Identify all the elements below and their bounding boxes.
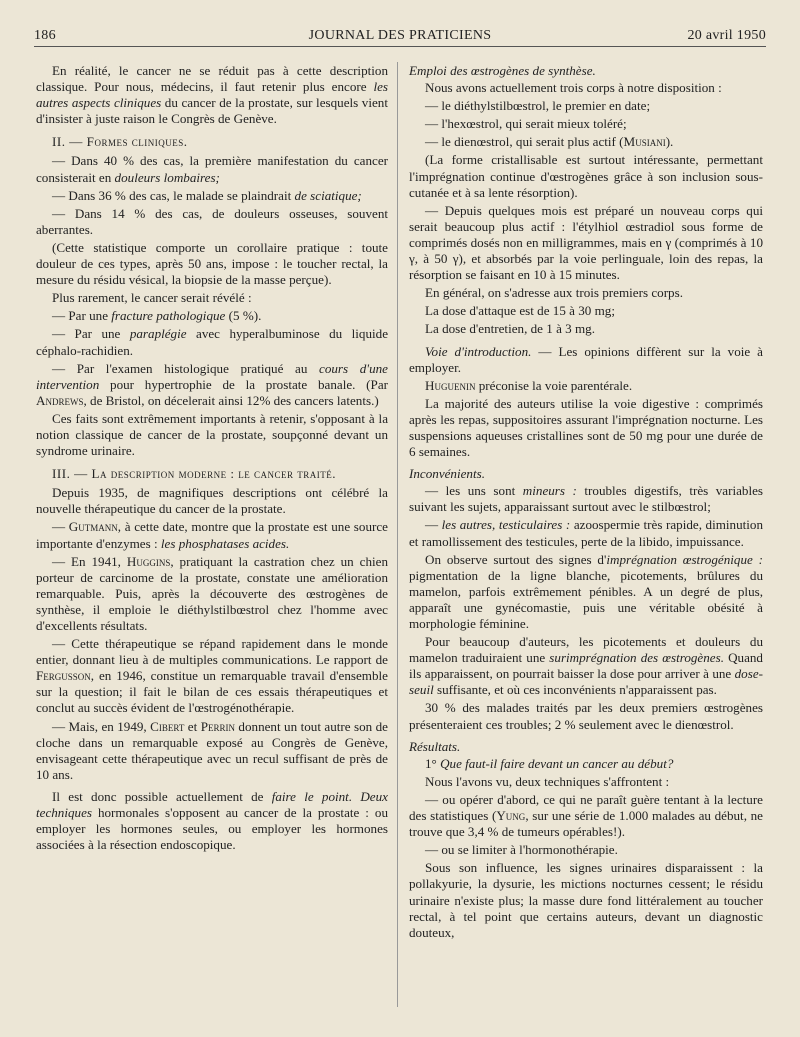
section-heading-formes-cliniques: II. — Formes cliniques.: [52, 134, 188, 150]
paragraph: En général, on s'adresse aux trois premiers corps.: [425, 285, 683, 301]
paragraph: — le diéthylstilbœstrol, le premier en date;: [425, 98, 651, 114]
paragraph: — Par une fracture pathologique (5 %).: [52, 308, 262, 324]
paragraph: — Depuis quelques mois est préparé un nouveau corps qui serait beaucoup plus actif : l'étylhiol œstradiol sous forme de comprimés dosés non en milligrammes, mais en γ (comprimés à 10 γ, à 50 γ), et absorbés par la voie perlinguale, loin des repas, la résorption se faisant en 10 à 15 minutes.: [409, 202, 763, 283]
column-divider: [397, 62, 398, 1007]
paragraph: En réalité, le cancer ne se réduit pas à cette description classique. Pour nous, médecins, il faut retenir plus encore les autres aspects cliniques du cancer de la prostate, sur lesquels vient d'insister à juste raison le Congrès de Genève.: [36, 63, 388, 127]
paragraph: — les autres, testiculaires : azoospermie très rapide, diminution et ramollissement des testicules, perte de la libido, impuissance.: [409, 517, 763, 549]
paragraph: — En 1941, Huggins, pratiquant la castration chez un chien porteur de carcinome de la prostate, constate une amélioration remarquable. Puis, après la découverte des œstrogènes de synthèse, il emploie le diéthylstilbœstrol chez l'homme avec d'excellents résultats.: [36, 553, 389, 633]
paragraph: — Mais, en 1949, Cibert et Perrin donnent un tout autre son de cloche dans un remarquable exposé au Congrès de Genève, envisageant cette thérapeutique avec un recul suffisant de près de 10 ans.: [36, 718, 388, 782]
paragraph: Huguenin préconise la voie parentérale.: [425, 377, 633, 393]
paragraph: Plus rarement, le cancer serait révélé :: [52, 290, 252, 306]
running-header: [34, 24, 766, 46]
paragraph: (Cette statistique comporte un corollaire pratique : toute douleur de ces types, après 50 ans, impose : le toucher rectal, la mesure du résidu vésical, la biopsie de la masse perçue).: [36, 239, 388, 288]
page-number: 186: [34, 28, 56, 43]
paragraph: — les uns sont mineurs : troubles digestifs, très variables suivant les sujets, apparaissant surtout avec le stilbœstrol;: [409, 483, 764, 515]
paragraph: Pour beaucoup d'auteurs, les picotements et douleurs du mamelon traduiraient une surimprégnation des œstrogènes. Quand ils apparaissent, on pourrait baisser la dose pour arriver à une dose-seuil suffisante, et où ces inconvénients n'apparaissent pas.: [409, 634, 763, 698]
paragraph: — Par l'examen histologique pratiqué au cours d'une intervention pour hypertrophie de la prostate banale. (Par Andrews, de Bristol, on décelerait ainsi 12% des cancers latents.): [36, 360, 388, 408]
header-rule: [34, 46, 766, 47]
paragraph: Nous l'avons vu, deux techniques s'affrontent :: [425, 773, 670, 789]
paragraph: La dose d'entretien, de 1 à 3 mg.: [425, 321, 595, 337]
paragraph: Il est donc possible actuellement de faire le point. Deux techniques hormonales s'opposent au cancer de la prostate : ou employer les hormones seules, ou employer les hormones associées à la résection endoscopique.: [36, 788, 388, 853]
left-column: [36, 63, 388, 855]
paragraph: 30 % des malades traités par les deux premiers œstrogènes présenteraient ces troubles; 2 % seulement avec le dienœstrol.: [409, 700, 763, 732]
paragraph: — ou opérer d'abord, ce qui ne paraît guère tentant à la lecture des statistiques (Yung, sur une série de 1.000 malades au début, ne trouve que 3,4 % de tumeurs opérables!).: [409, 791, 763, 840]
issue-date: 20 avril 1950: [687, 28, 766, 43]
section-heading-description-moderne: III. — La description moderne : le cancer traité.: [52, 466, 337, 482]
paragraph: La dose d'attaque est de 15 à 30 mg;: [425, 303, 615, 319]
paragraph: (La forme cristallisable est surtout intéressante, permettant l'imprégnation continue d'œstrogènes grâce à son inclusion sous-cutanée et à sa lente résorption).: [409, 152, 763, 200]
paragraph: 1° Que faut-il faire devant un cancer au début?: [425, 755, 674, 771]
paragraph: — Dans 14 % des cas, de douleurs osseuses, souvent aberrantes.: [36, 205, 388, 237]
paragraph: Sous son influence, les signes urinaires disparaissent : la pollakyurie, la dysurie, les mictions nocturnes cessent; le résidu urinaire n'existe plus; la masse dure fond littéralement au toucher rectal, à tel point que certains auteurs, devant un diagnostic douteux,: [409, 860, 763, 940]
paragraph: — Dans 36 % des cas, le malade se plaindrait de sciatique;: [52, 187, 362, 203]
paragraph: — Par une paraplégie avec hyperalbuminose du liquide céphalo-rachidien.: [36, 326, 389, 358]
paragraph: — le dienœstrol, qui serait plus actif (Musiani).: [425, 134, 674, 150]
paragraph: — Cette thérapeutique se répand rapidement dans le monde entier, donnant lieu à de multiples communications. Le rapport de Fergusson, en 1946, constitue un remarquable travail d'ensemble sur la question; il fait le bilan de ces essais thérapeutiques et conclut au succès évident de l'œstrogénothérapie.: [36, 636, 388, 716]
subheading-inconvenients: Inconvénients.: [409, 466, 485, 482]
right-column: [409, 63, 763, 943]
paragraph: Ces faits sont extrêmement importants à retenir, s'opposant à la notion classique de cancer de la prostate, soupçonné devant un syndrome urinaire.: [36, 410, 388, 459]
paragraph: Depuis 1935, de magnifiques descriptions ont célébré la nouvelle thérapeutique du cancer de la prostate.: [36, 485, 388, 517]
paragraph: — l'hexœstrol, qui serait mieux toléré;: [425, 116, 627, 132]
paragraph: — ou se limiter à l'hormonothérapie.: [425, 842, 618, 858]
paragraph: On observe surtout des signes d'imprégnation œstrogénique : pigmentation de la ligne blanche, picotements, brûlures du mamelon, parfois extrêmement pénibles. A un degré de plus, apparaît une gynécomastie, puis une véritable obésité à morphologie féminine.: [409, 551, 763, 631]
paragraph: — Dans 40 % des cas, la première manifestation du cancer consisterait en douleurs lombaires;: [36, 153, 388, 185]
paragraph: La majorité des auteurs utilise la voie digestive : comprimés après les repas, suppositoires assurant l'imprégnation nocturne. Les suspensions aqueuses cristallines sont de 50 mg pour une durée de 6 semaines.: [409, 395, 763, 460]
paragraph: Nous avons actuellement trois corps à notre disposition :: [425, 80, 722, 96]
paragraph: — Gutmann, à cette date, montre que la prostate est une source importante d'enzymes : les phosphatases acides.: [36, 519, 388, 551]
subheading-emploi-oestrogenes: Emploi des œstrogènes de synthèse.: [409, 63, 596, 78]
paragraph: Voie d'introduction. — Les opinions diffèrent sur la voie à employer.: [409, 343, 763, 375]
subheading-resultats: Résultats.: [409, 738, 461, 754]
journal-title: JOURNAL DES PRATICIENS: [308, 28, 492, 43]
